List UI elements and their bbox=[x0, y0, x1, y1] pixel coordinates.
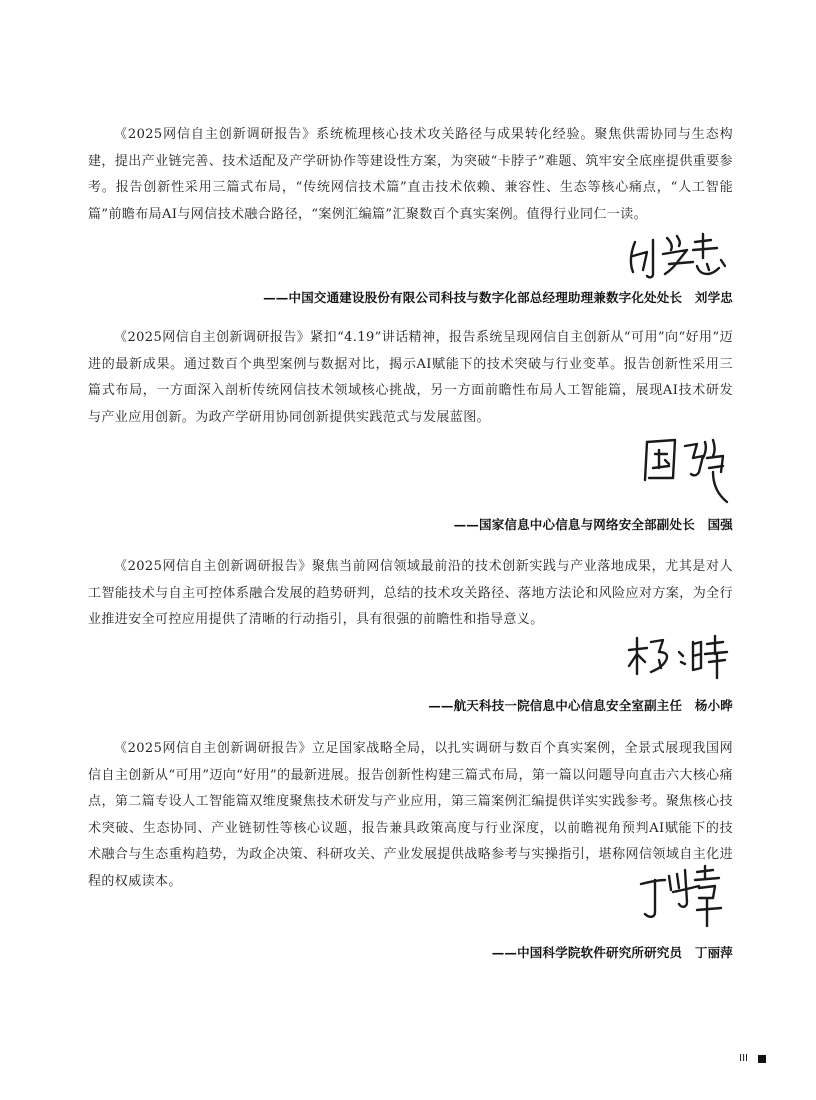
handwritten-signature-yang bbox=[623, 632, 733, 686]
page-number bbox=[739, 1053, 766, 1064]
endorsement-2-signature-block bbox=[88, 432, 733, 532]
endorsement-attribution: ——航天科技一院信息中心信息安全室副主任 杨小晔 bbox=[428, 698, 733, 713]
endorsement-attribution: ——中国交通建设股份有限公司科技与数字化部总经理助理兼数字化处处长 刘学忠 bbox=[263, 290, 733, 305]
endorsement-text: 《2025网信自主创新调研报告》紧扣“4.19”讲话精神，报告系统呈现网信自主创新从“可用”向“好用”迈进的最新成果。通过数百个典型案例与数据对比，揭示AI赋能下的技术突破与行业变革。报告创新性采用三篇式布局，一方面深入剖析传统网信技术领域核心挑战，另一方面前瞻性布局人工智能篇，展现AI技术研发与产业应用创新。为政产学研用协同创新提供实践范式与发展蓝图。 bbox=[88, 330, 733, 425]
endorsement-attribution: ——国家信息中心信息与网络安全部副处长 国强 bbox=[453, 517, 733, 532]
endorsement-1 bbox=[88, 122, 733, 228]
endorsement-1-signature-block bbox=[88, 228, 733, 308]
endorsement-text: 《2025网信自主创新调研报告》聚焦当前网信领域最前沿的技术创新实践与产业落地成果，尤其是对人工智能技术与自主可控体系融合发展的趋势研判，总结的技术攻关路径、落地方法论和风险应对方案，为全行业推进安全可控应用提供了清晰的行动指引，具有很强的前瞻性和指导意义。 bbox=[88, 559, 733, 627]
handwritten-signature-liu bbox=[623, 228, 733, 290]
endorsement-3-signature-block bbox=[88, 632, 733, 712]
endorsement-text: 《2025网信自主创新调研报告》系统梳理核心技术攻关路径与成果转化经验。聚焦供需协同与生态构建，提出产业链完善、技术适配及产学研协作等建设性方案，为突破“卡脖子”难题、筑牢安全底座提供重要参考。报告创新性采用三篇式布局，“传统网信技术篇”直击技术依赖、兼容性、生态等核心痛点，“人工智能篇”前瞻布局AI与网信技术融合路径，“案例汇编篇”汇聚数百个真实案例。值得行业同仁一读。 bbox=[88, 127, 733, 222]
square-marker-icon bbox=[758, 1055, 766, 1063]
endorsement-4-signature-block bbox=[88, 862, 733, 962]
page-number-text: III bbox=[739, 1053, 748, 1064]
handwritten-signature-ding bbox=[633, 862, 733, 936]
endorsement-3 bbox=[88, 554, 733, 634]
handwritten-signature-guo bbox=[633, 432, 733, 510]
endorsement-text: 《2025网信自主创新调研报告》立足国家战略全局，以扎实调研与数百个真实案例，全景式展现我国网信自主创新从“可用”迈向“好用”的最新进展。报告创新性构建三篇式布局，第一篇以问题导向直击六大核心痛点，第二篇专设人工智能篇双维度聚焦技术研发与产业应用，第三篇案例汇编提供详实实践参考。聚焦核心技术突破、生态协同、产业链韧性等核心议题，报告兼具政策高度与行业深度，以前瞻视角预判AI赋能下的技术融合与生态重构趋势，为政企决策、科研攻关、产业发展提供战略参考与实操指引，堪称网信领域自主化进程的权威读本。 bbox=[88, 741, 733, 889]
endorsement-2 bbox=[88, 325, 733, 431]
endorsement-attribution: ——中国科学院软件研究所研究员 丁丽萍 bbox=[491, 945, 733, 960]
